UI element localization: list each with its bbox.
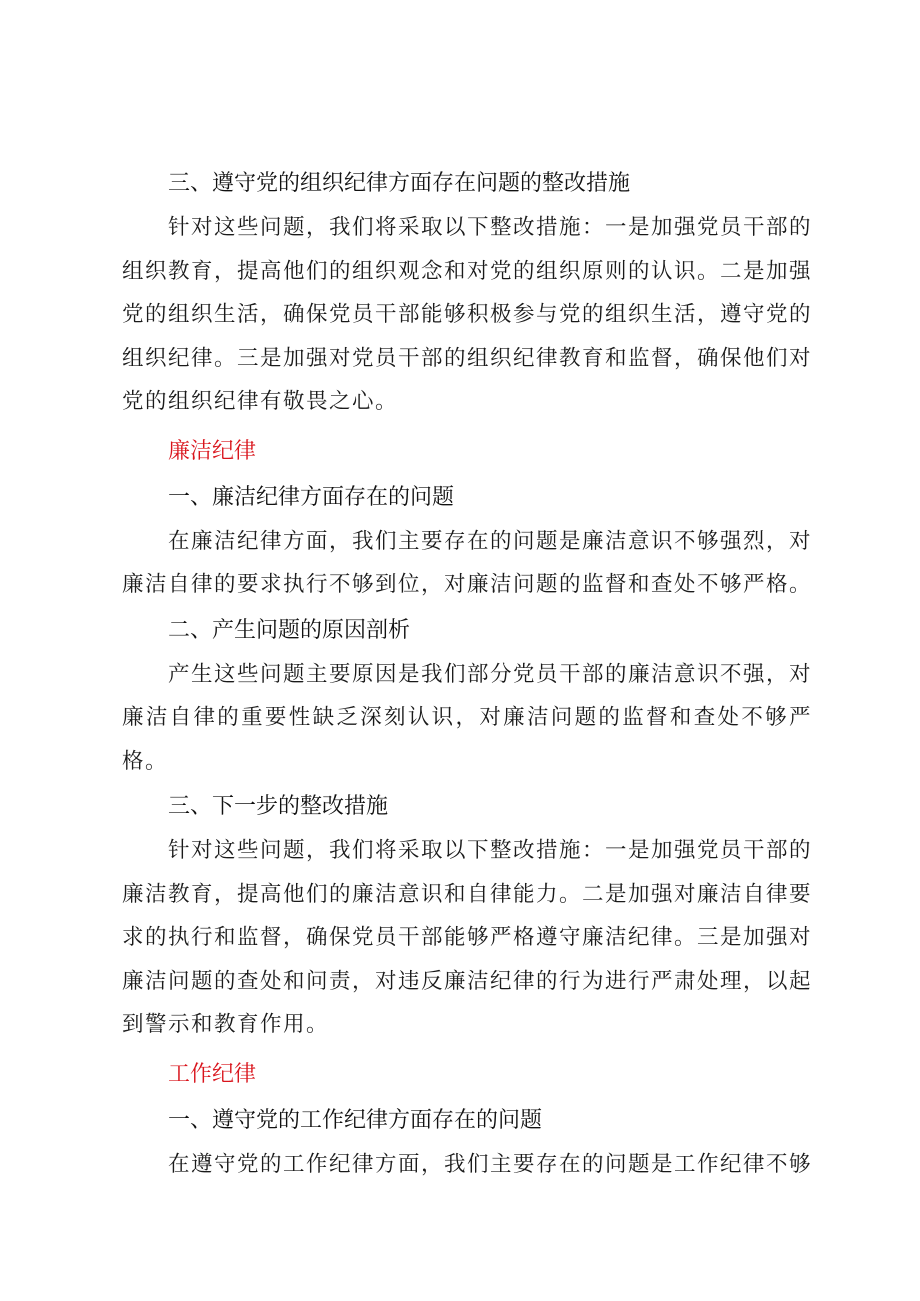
heading-integrity-problems: 一、廉洁纪律方面存在的问题 (168, 484, 455, 510)
heading-integrity-causes: 二、产生问题的原因剖析 (168, 617, 411, 643)
section-title-integrity: 廉洁纪律 (168, 438, 257, 464)
paragraph-integrity-causes: 产生这些问题主要原因是我们部分党员干部的廉洁意识不强，对廉洁自律的重要性缺乏深刻认识，对廉洁问题的监督和查处不够严格。 (122, 661, 813, 774)
paragraph-integrity-problems: 在廉洁纪律方面，我们主要存在的问题是廉洁意识不够强烈，对廉洁自律的要求执行不够到位，对廉洁问题的监督和查处不够严格。 (122, 528, 813, 597)
document-body (122, 160, 812, 1186)
paragraph-org-rectification: 针对这些问题，我们将采取以下整改措施：一是加强党员干部的组织教育，提高他们的组织观念和对党的组织原则的认识。二是加强党的组织生活，确保党员干部能够积极参与党的组织生活，遵守党的组织纪律。三是加强对党员干部的组织纪律教育和监督，确保他们对党的组织纪律有敬畏之心。 (122, 215, 813, 414)
heading-integrity-rectification: 三、下一步的整改措施 (168, 794, 389, 819)
heading-work-problems: 一、遵守党的工作纪律方面存在的问题 (168, 1107, 543, 1133)
paragraph-work-problems: 在遵守党的工作纪律方面，我们主要存在的问题是工作纪律不够 (168, 1151, 813, 1177)
paragraph-integrity-rectification: 针对这些问题，我们将采取以下整改措施：一是加强党员干部的廉洁教育，提高他们的廉洁意识和自律能力。二是加强对廉洁自律要求的执行和监督，确保党员干部能够严格遵守廉洁纪律。三是加强对廉洁问题的查处和问责，对违反廉洁纪律的行为进行严肃处理，以起到警示和教育作用。 (122, 838, 813, 1037)
heading-org-rectification: 三、遵守党的组织纪律方面存在问题的整改措施 (168, 171, 631, 196)
section-title-work: 工作纪律 (168, 1061, 257, 1087)
